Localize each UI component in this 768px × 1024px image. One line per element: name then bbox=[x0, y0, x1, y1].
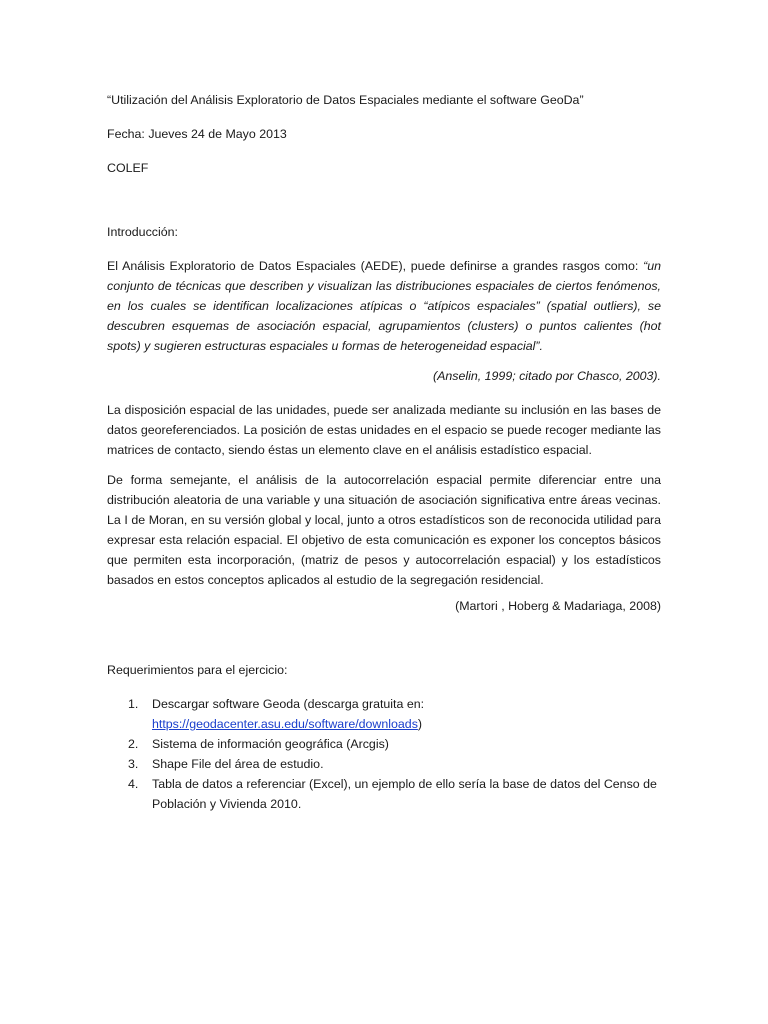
list-item-number: 1. bbox=[128, 697, 139, 711]
paragraph-autocorrelation: De forma semejante, el análisis de la autocorrelación espacial permite diferenciar entre una distribución aleatoria de una variable y una situación de asociación significativa entre áreas vecinas. La I de Moran, en su versión global y local, junto a otros estadísticos son de reconocida utilidad para expresar esta relación espacial. El objetivo de esta comunicación es exponer los conceptos básicos que permiten esta incorporación, (matriz de pesos y autocorrelación espacial) y los estadísticos basados en estos conceptos aplicados al estudio de la segregación residencial. bbox=[107, 473, 661, 587]
intro-quote-text: “un conjunto de técnicas que describen y visualizan las distribuciones espaciales de ciertos fenómenos, en los cuales se identifican localizaciones atípicas o “atípicos espaciales” (spatial outliers), se descubren esquemas de asociación espacial, agrupamientos (clusters) o puntos calientes (hot spots) y sugieren estructuras espaciales u formas de heterogeneidad espacial”. bbox=[107, 259, 661, 353]
requirements-heading: Requerimientos para el ejercicio: bbox=[107, 663, 288, 677]
citation-martori: (Martori , Hoberg & Madariaga, 2008) bbox=[455, 599, 661, 613]
geoda-download-link[interactable]: https://geodacenter.asu.edu/software/downloads bbox=[152, 717, 418, 731]
citation-anselin: (Anselin, 1999; citado por Chasco, 2003). bbox=[433, 369, 661, 383]
intro-heading: Introducción: bbox=[107, 225, 178, 239]
document-title: “Utilización del Análisis Exploratorio de Datos Espaciales mediante el software GeoDa” bbox=[107, 93, 584, 107]
intro-paragraph bbox=[107, 256, 661, 356]
list-item-text: Descargar software Geoda (descarga gratuita en: bbox=[152, 697, 425, 711]
list-item bbox=[107, 694, 661, 734]
list-item bbox=[107, 734, 661, 754]
list-item-text-end: ) bbox=[417, 717, 423, 731]
list-item-text: Shape File del área de estudio. bbox=[152, 757, 324, 771]
list-item-text: Sistema de información geográfica (Arcgis) bbox=[152, 737, 389, 751]
list-item bbox=[107, 754, 661, 774]
requirements-list bbox=[107, 694, 661, 814]
list-item-number: 3. bbox=[128, 757, 139, 771]
intro-lead-text: El Análisis Exploratorio de Datos Espaciales (AEDE), puede definirse a grandes rasgos como: bbox=[107, 259, 644, 273]
list-item bbox=[107, 774, 661, 814]
list-item-text: Tabla de datos a referenciar (Excel), un ejemplo de ello sería la base de datos del Censo de Población y Vivienda 2010. bbox=[152, 777, 657, 811]
list-item-number: 4. bbox=[128, 777, 139, 791]
document-date: Fecha: Jueves 24 de Mayo 2013 bbox=[107, 127, 287, 141]
document-organization: COLEF bbox=[107, 161, 149, 175]
paragraph-spatial-disposition: La disposición espacial de las unidades, puede ser analizada mediante su inclusión en las bases de datos georeferenciados. La posición de estas unidades en el espacio se puede recoger mediante las matrices de contacto, siendo éstas un elemento clave en el análisis estadístico espacial. bbox=[107, 403, 661, 457]
list-item-number: 2. bbox=[128, 737, 139, 751]
document-page bbox=[107, 90, 661, 814]
